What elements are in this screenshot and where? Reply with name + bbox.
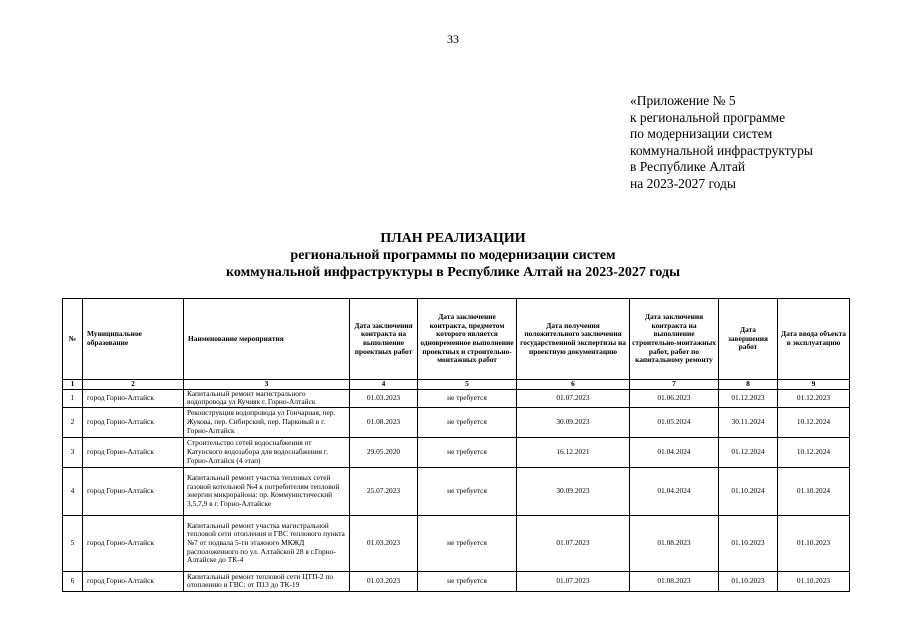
row-combined-contract: не требуется bbox=[418, 389, 517, 407]
row-expertise: 16.12.2021 bbox=[517, 437, 630, 467]
header-municipality: Муниципальное образование bbox=[83, 299, 184, 380]
row-action: Капитальный ремонт участка магистральной тепловой сети отопления и ГВС теплового пункта №7 от подвала 5-ти этажного МКЖД расположенного по ул. Алтайской 28 в г.Горно-Алтайске до ТК-4 bbox=[184, 515, 350, 571]
title-line-1: ПЛАН РЕАЛИЗАЦИИ bbox=[380, 231, 526, 246]
column-number: 2 bbox=[83, 380, 184, 390]
row-construction-contract: 01.08.2023 bbox=[630, 515, 719, 571]
header-action: Наименование мероприятия bbox=[184, 299, 350, 380]
row-design-contract: 29.05.2020 bbox=[350, 437, 418, 467]
row-commissioning: 01.10.2023 bbox=[778, 571, 850, 591]
row-commissioning: 01.12.2023 bbox=[778, 389, 850, 407]
header-design-contract: Дата заключения контракта на выполнение проектных работ bbox=[350, 299, 418, 380]
row-combined-contract: не требуется bbox=[418, 571, 517, 591]
table-row bbox=[63, 571, 850, 591]
row-construction-contract: 01.06.2023 bbox=[630, 389, 719, 407]
row-number: 3 bbox=[63, 437, 83, 467]
page-number: 33 bbox=[447, 32, 459, 46]
column-number: 6 bbox=[517, 380, 630, 390]
appendix-line: по модернизации систем bbox=[630, 126, 773, 141]
header-construction-contract: Дата заключения контракта на выполнение строительно-монтажных работ, работ по капитальному ремонту bbox=[630, 299, 719, 380]
row-completion: 01.12.2023 bbox=[719, 389, 778, 407]
row-municipality: город Горно-Алтайск bbox=[83, 571, 184, 591]
row-design-contract: 01.03.2023 bbox=[350, 515, 418, 571]
row-municipality: город Горно-Алтайск bbox=[83, 389, 184, 407]
appendix-line: коммунальной инфраструктуры bbox=[630, 142, 813, 158]
table-row bbox=[63, 389, 850, 407]
row-action: Капитальный ремонт тепловой сети ЦТП-2 по отоплению и ГВС: от П13 до ТК-19 bbox=[184, 571, 350, 591]
row-commissioning: 01.10.2024 bbox=[778, 467, 850, 515]
header-number: № bbox=[63, 299, 83, 380]
row-completion: 01.10.2023 bbox=[719, 571, 778, 591]
column-number: 4 bbox=[350, 380, 418, 390]
table-row bbox=[63, 407, 850, 437]
row-number: 6 bbox=[63, 571, 83, 591]
row-number: 2 bbox=[63, 407, 83, 437]
row-completion: 01.10.2023 bbox=[719, 515, 778, 571]
row-commissioning: 10.12.2024 bbox=[778, 437, 850, 467]
row-action: Строительство сетей водоснабжения от Катунского водозабора для водоснабжения г. Горно-Алтайск (4 этап) bbox=[184, 437, 350, 467]
title-line-2: региональной программы по модернизации систем bbox=[290, 248, 616, 263]
row-expertise: 01.07.2023 bbox=[517, 389, 630, 407]
row-number: 4 bbox=[63, 467, 83, 515]
row-combined-contract: не требуется bbox=[418, 467, 517, 515]
table-header-row bbox=[63, 299, 850, 380]
row-design-contract: 01.03.2023 bbox=[350, 389, 418, 407]
header-completion: Дата завершения работ bbox=[719, 299, 778, 380]
column-number-row bbox=[63, 380, 850, 390]
document-title bbox=[0, 230, 906, 281]
column-number: 7 bbox=[630, 380, 719, 390]
row-design-contract: 01.03.2023 bbox=[350, 571, 418, 591]
row-action: Реконструкция водопровода ул Гончарная, пер. Жукова, пер. Сибирский, пер. Парковый в г. Горно-Алтайск bbox=[184, 407, 350, 437]
row-completion: 30.11.2024 bbox=[719, 407, 778, 437]
header-commissioning: Дата ввода объекта в эксплуатацию bbox=[778, 299, 850, 380]
row-expertise: 30.09.2023 bbox=[517, 467, 630, 515]
column-number: 5 bbox=[418, 380, 517, 390]
row-commissioning: 01.10.2023 bbox=[778, 515, 850, 571]
header-combined-contract: Дата заключение контракта, предметом которого является одновременное выполнение проектных и строительно-монтажных работ bbox=[418, 299, 517, 380]
row-municipality: город Горно-Алтайск bbox=[83, 437, 184, 467]
row-construction-contract: 01.04.2024 bbox=[630, 467, 719, 515]
row-expertise: 30.09.2023 bbox=[517, 407, 630, 437]
title-line-3: коммунальной инфраструктуры в Республике Алтай на 2023-2027 годы bbox=[225, 265, 681, 280]
table-row bbox=[63, 515, 850, 571]
column-number: 1 bbox=[63, 380, 83, 390]
implementation-plan-table bbox=[62, 298, 850, 592]
column-number: 3 bbox=[184, 380, 350, 390]
appendix-line: в Республике Алтай bbox=[630, 159, 746, 174]
row-construction-contract: 01.05.2024 bbox=[630, 407, 719, 437]
row-construction-contract: 01.04.2024 bbox=[630, 437, 719, 467]
row-design-contract: 01.08.2023 bbox=[350, 407, 418, 437]
column-number: 8 bbox=[719, 380, 778, 390]
row-construction-contract: 01.08.2023 bbox=[630, 571, 719, 591]
appendix-line: к региональной программе bbox=[630, 109, 786, 125]
row-completion: 01.10.2024 bbox=[719, 467, 778, 515]
row-municipality: город Горно-Алтайск bbox=[83, 515, 184, 571]
row-expertise: 01.07.2023 bbox=[517, 571, 630, 591]
header-expertise: Дата получения положительного заключения государственной экспертизы на проектную документацию bbox=[517, 299, 630, 380]
row-action: Капитальный ремонт участка тепловых сетей газовой котельной №4 к потребителям тепловой энергии микрорайона: пр. Коммунистический 3,5,7,9 в г. Горно-Алтайске bbox=[184, 467, 350, 515]
row-commissioning: 10.12.2024 bbox=[778, 407, 850, 437]
appendix-line: «Приложение № 5 bbox=[630, 93, 736, 108]
table-row bbox=[63, 437, 850, 467]
row-combined-contract: не требуется bbox=[418, 407, 517, 437]
appendix-reference bbox=[630, 93, 813, 192]
row-completion: 01.12.2024 bbox=[719, 437, 778, 467]
row-combined-contract: не требуется bbox=[418, 515, 517, 571]
row-combined-contract: не требуется bbox=[418, 437, 517, 467]
row-number: 1 bbox=[63, 389, 83, 407]
table-row bbox=[63, 467, 850, 515]
row-expertise: 01.07.2023 bbox=[517, 515, 630, 571]
row-number: 5 bbox=[63, 515, 83, 571]
row-municipality: город Горно-Алтайск bbox=[83, 407, 184, 437]
appendix-line: на 2023-2027 годы bbox=[630, 175, 736, 191]
column-number: 9 bbox=[778, 380, 850, 390]
row-action: Капитальный ремонт магистрального водопровода ул Кучияк г. Горно-Алтайск bbox=[184, 389, 350, 407]
row-design-contract: 25.07.2023 bbox=[350, 467, 418, 515]
row-municipality: город Горно-Алтайск bbox=[83, 467, 184, 515]
